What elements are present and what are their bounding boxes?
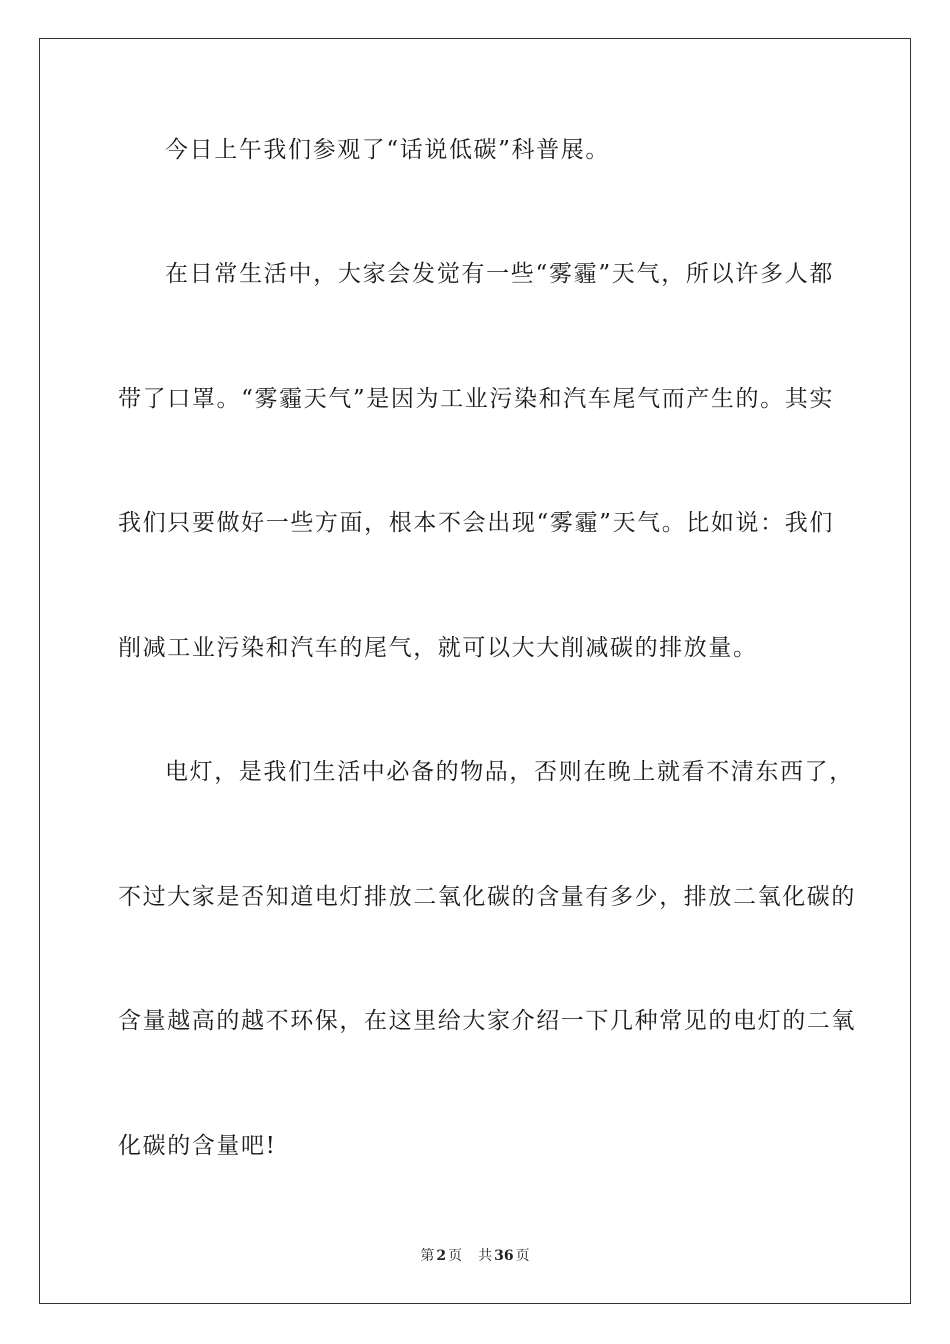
footer-page-number: 2 <box>436 1248 447 1264</box>
paragraph-line-8: 含量越高的越不环保，在这里给大家介绍一下几种常见的电灯的二氧 <box>118 1008 856 1034</box>
footer-page-prefix: 第 <box>420 1248 435 1264</box>
paragraph-line-5: 削减工业污染和汽车的尾气，就可以大大削减碳的排放量。 <box>118 635 758 661</box>
paragraph-line-4: 我们只要做好一些方面，根本不会出现“雾霾”天气。比如说：我们 <box>118 510 834 536</box>
page-frame <box>39 38 911 1304</box>
paragraph-line-9: 化碳的含量吧! <box>118 1133 277 1159</box>
footer-total-prefix: 共 <box>478 1248 493 1264</box>
paragraph-line-1: 今日上午我们参观了“话说低碳”科普展。 <box>165 137 610 163</box>
paragraph-line-6: 电灯，是我们生活中必备的物品，否则在晚上就看不清东西了， <box>165 759 854 785</box>
paragraph-line-3: 带了口罩。“雾霾天气”是因为工业污染和汽车尾气而产生的。其实 <box>118 386 834 412</box>
paragraph-line-2: 在日常生活中，大家会发觉有一些“雾霾”天气，所以许多人都 <box>165 261 834 287</box>
footer-page-suffix: 页 <box>448 1248 463 1264</box>
footer-total-pages: 36 <box>494 1248 514 1264</box>
page-footer <box>0 1247 950 1265</box>
paragraph-line-7: 不过大家是否知道电灯排放二氧化碳的含量有多少，排放二氧化碳的 <box>118 884 856 910</box>
footer-total-suffix: 页 <box>515 1248 530 1264</box>
